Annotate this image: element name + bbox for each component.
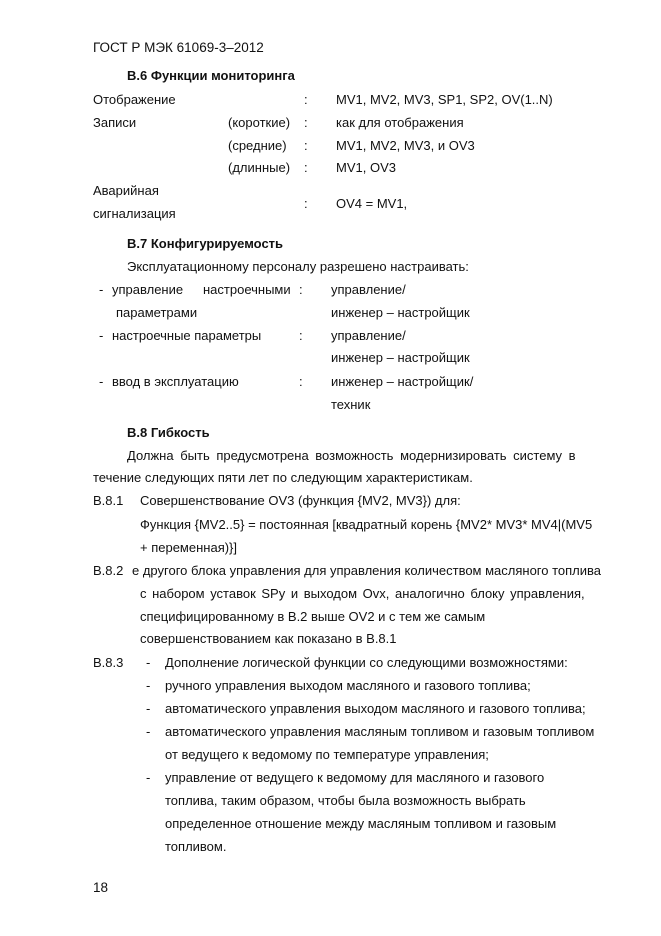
document-header: ГОСТ Р МЭК 61069-3–2012: [93, 40, 264, 55]
list-item-label: ввод в эксплуатацию: [112, 374, 239, 389]
row-colon: :: [304, 196, 308, 211]
paragraph-line: Должна быть предусмотрена возможность модернизировать систему в: [127, 448, 576, 463]
list-item: топлива, таким образом, чтобы была возможность выбрать: [165, 793, 526, 808]
list-item: определенное отношение между масляным топливом и газовым: [165, 816, 557, 831]
list-item-colon: :: [299, 374, 303, 389]
row-label: Записи: [93, 115, 137, 130]
section-intro: Эксплуатационному персоналу разрешено настраивать:: [127, 259, 469, 274]
list-item: управление от ведущего к ведомому для масляного и газового: [165, 770, 545, 785]
clause-text: совершенствованием как показано в В.8.1: [140, 631, 397, 646]
list-dash: -: [146, 655, 151, 670]
section-title-b7: В.7 Конфигурируемость: [127, 236, 284, 251]
row-sub: (длинные): [228, 160, 291, 175]
page-number: 18: [93, 880, 109, 895]
row-value: как для отображения: [336, 115, 464, 130]
section-title-b6: В.6 Функции мониторинга: [127, 68, 295, 83]
list-item: автоматического управления масляным топливом и газовым топливом: [165, 724, 595, 739]
clause-text: е другого блока управления для управления количеством масляного топлива: [132, 563, 602, 578]
list-item-label: параметрами: [116, 305, 198, 320]
clause-text: Функция {MV2..5} = постоянная [квадратный корень {MV2* MV3* MV4|(MV5: [140, 517, 593, 532]
row-colon: :: [304, 115, 308, 130]
list-item-colon: :: [299, 328, 303, 343]
row-value: OV4 = MV1,: [336, 196, 408, 211]
clause-number: В.8.1: [93, 493, 124, 508]
list-dash: -: [146, 724, 151, 739]
list-item: автоматического управления выходом масляного и газового топлива;: [165, 701, 586, 716]
list-item-value: инженер – настройщик/: [331, 374, 474, 389]
paragraph-line: течение следующих пяти лет по следующим характеристикам.: [93, 470, 473, 485]
row-label: Отображение: [93, 92, 176, 107]
clause-text: Совершенствование OV3 (функция {MV2, MV3}) для:: [140, 493, 461, 508]
list-dash: -: [146, 701, 151, 716]
row-sub: (короткие): [228, 115, 291, 130]
list-item-label: настроечными: [203, 282, 291, 297]
list-item: от ведущего к ведомому по температуре управления;: [165, 747, 489, 762]
clause-number: В.8.3: [93, 655, 124, 670]
list-item-value: управление/: [331, 328, 406, 343]
list-dash: -: [146, 770, 151, 785]
list-item-label: управление: [112, 282, 184, 297]
list-item: топливом.: [165, 839, 227, 854]
clause-number: В.8.2: [93, 563, 124, 578]
list-bullet: -: [99, 374, 104, 389]
list-dash: -: [146, 678, 151, 693]
list-item: ручного управления выходом масляного и газового топлива;: [165, 678, 531, 693]
row-colon: :: [304, 160, 308, 175]
list-item-value: техник: [331, 397, 371, 412]
row-value: MV1, MV2, MV3, и OV3: [336, 138, 475, 153]
row-value: MV1, MV2, MV3, SP1, SP2, OV(1..N): [336, 92, 553, 107]
row-label: сигнализация: [93, 206, 176, 221]
clause-text: Дополнение логической функции со следующими возможностями:: [165, 655, 568, 670]
clause-text: + переменная)}]: [140, 540, 238, 555]
clause-text: с набором уставок SPy и выходом Ovx, аналогично блоку управления,: [140, 586, 585, 601]
row-label: Аварийная: [93, 183, 159, 198]
list-item-value: управление/: [331, 282, 406, 297]
list-item-label: настроечные параметры: [112, 328, 262, 343]
list-item-value: инженер – настройщик: [331, 350, 470, 365]
list-item-colon: :: [299, 282, 303, 297]
row-colon: :: [304, 138, 308, 153]
list-bullet: -: [99, 328, 104, 343]
list-item-value: инженер – настройщик: [331, 305, 470, 320]
row-sub: (средние): [228, 138, 287, 153]
section-title-b8: В.8 Гибкость: [127, 425, 210, 440]
row-colon: :: [304, 92, 308, 107]
list-bullet: -: [99, 282, 104, 297]
clause-text: специфицированному в В.2 выше OV2 и с тем же самым: [140, 609, 486, 624]
row-value: MV1, OV3: [336, 160, 396, 175]
